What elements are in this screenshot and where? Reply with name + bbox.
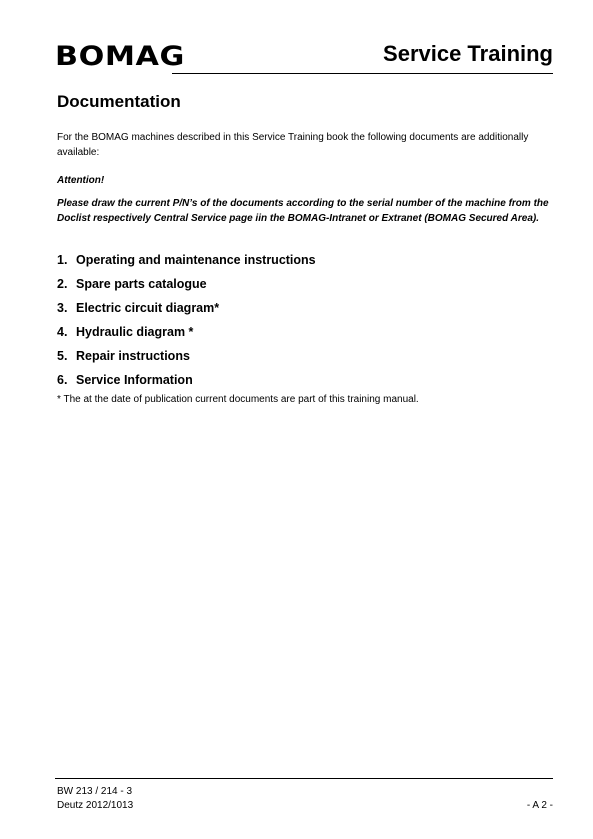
list-item <box>57 252 316 276</box>
list-item-label: Repair instructions <box>76 349 190 363</box>
attention-label: Attention! <box>57 175 105 186</box>
page-title: Documentation <box>57 92 181 111</box>
bomag-logo: BOMAG <box>55 41 185 72</box>
list-item <box>57 348 316 372</box>
list-item-label: Service Information <box>76 373 193 387</box>
footer-model: BW 213 / 214 - 3 <box>57 786 133 797</box>
list-item-number: 1. <box>57 253 68 267</box>
header-title: Service Training <box>383 41 553 66</box>
footer-engine: Deutz 2012/1013 <box>57 800 134 811</box>
footnote: * The at the date of publication current documents are part of this training manual. <box>57 394 419 405</box>
list-item-number: 2. <box>57 277 68 291</box>
list-item-number: 5. <box>57 349 68 363</box>
attention-notice: Please draw the current P/N’s of the documents according to the serial number of the machine from the Doclist respectively Central Service page iin the BOMAG-Intranet or Extranet (BOMAG Secured Area). <box>57 198 549 224</box>
header-rule <box>172 73 553 74</box>
list-item-label: Operating and maintenance instructions <box>76 253 316 267</box>
list-item-number: 6. <box>57 373 68 387</box>
list-item-number: 4. <box>57 325 68 339</box>
list-item-label: Spare parts catalogue <box>76 277 207 291</box>
list-item <box>57 324 316 348</box>
page-header <box>55 38 553 74</box>
document-list <box>57 252 316 396</box>
list-item-label: Hydraulic diagram * <box>76 325 194 339</box>
intro-paragraph: For the BOMAG machines described in this Service Training book the following documents are additionally available: <box>57 132 529 158</box>
list-item <box>57 276 316 300</box>
page-number: - A 2 - <box>526 800 553 811</box>
list-item <box>57 372 316 396</box>
footer-rule <box>55 778 553 779</box>
list-item-number: 3. <box>57 301 68 315</box>
list-item-label: Electric circuit diagram* <box>76 301 220 315</box>
list-item <box>57 300 316 324</box>
